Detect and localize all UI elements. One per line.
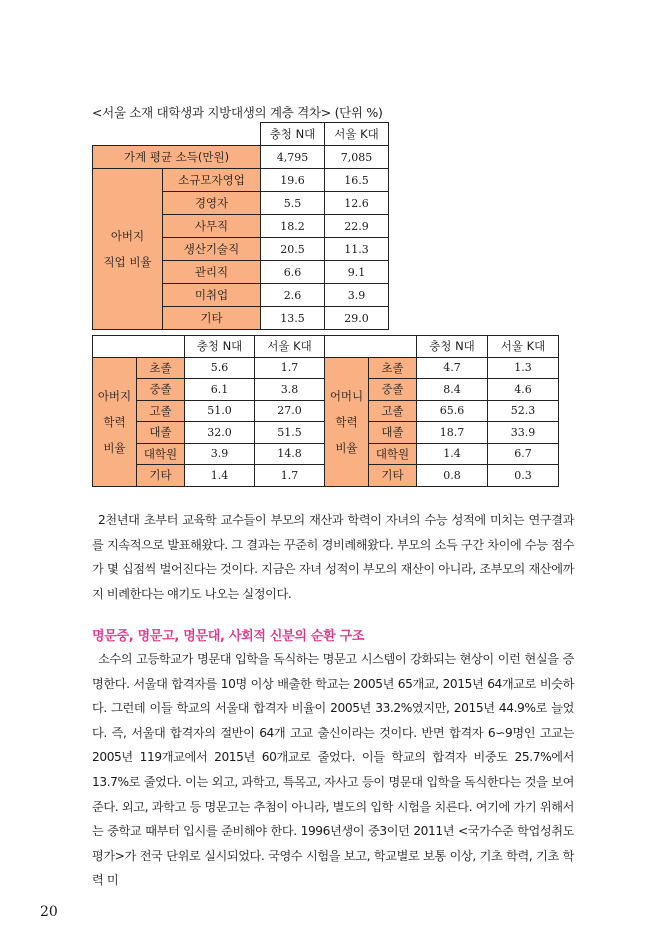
row-label: 기타 [369,465,417,487]
cell-value: 18.2 [261,215,325,238]
group-label-line3: 비율 [335,440,358,455]
column-header-a: 충청 N대 [417,336,488,358]
cell-value: 5.6 [185,357,255,379]
cell-value: 4.7 [417,357,488,379]
page-number: 20 [40,904,58,920]
cell-value: 6.1 [185,379,255,401]
row-label: 미취업 [163,284,261,307]
column-header-b: 서울 K대 [488,336,559,358]
row-label: 대졸 [369,422,417,444]
row-label: 대학원 [369,443,417,465]
table-row [93,123,389,146]
cell-value: 29.0 [325,307,389,330]
cell-value: 6.6 [261,261,325,284]
cell-value: 13.5 [261,307,325,330]
row-label: 고졸 [369,400,417,422]
row-label: 초졸 [369,357,417,379]
row-label: 관리직 [163,261,261,284]
row-label: 기타 [163,307,261,330]
row-label: 생산기술직 [163,238,261,261]
cell-value: 27.0 [255,400,325,422]
cell-value: 4.6 [488,379,559,401]
income-label: 가계 평균 소득(만원) [93,146,261,169]
row-label: 고졸 [137,400,185,422]
cell-value: 2.6 [261,284,325,307]
group-label-line1: 아버지 [97,388,132,403]
group-label-line3: 비율 [103,440,126,455]
group-label-line2: 직업 비율 [103,255,152,269]
cell-value: 3.8 [255,379,325,401]
row-label: 경영자 [163,192,261,215]
column-header-a: 충청 N대 [185,336,255,358]
column-header-b: 서울 K대 [255,336,325,358]
cell-value: 1.4 [417,443,488,465]
cell-value: 16.5 [325,169,389,192]
cell-value: 1.7 [255,357,325,379]
empty-corner-cell [93,123,261,146]
column-header-b: 서울 K대 [325,123,389,146]
cell-value: 11.3 [325,238,389,261]
cell-value: 12.6 [325,192,389,215]
group-label-line2: 학력 [103,414,126,429]
row-label: 초졸 [137,357,185,379]
education-table [92,335,559,487]
income-occupation-table [92,122,389,330]
cell-value: 6.7 [488,443,559,465]
cell-value: 0.3 [488,465,559,487]
table-row [93,357,559,379]
column-header-a: 충청 N대 [261,123,325,146]
cell-value: 51.0 [185,400,255,422]
row-label: 소규모자영업 [163,169,261,192]
table-row [93,336,559,358]
mother-education-group [325,357,369,486]
group-label-line1: 아버지 [110,229,145,243]
table-row [93,146,389,169]
empty-corner-cell [93,336,185,358]
cell-value: 0.8 [417,465,488,487]
row-label: 중졸 [369,379,417,401]
cell-value: 14.8 [255,443,325,465]
row-label: 대학원 [137,443,185,465]
cell-value: 32.0 [185,422,255,444]
row-label: 기타 [137,465,185,487]
section-heading: 명문중, 명문고, 명문대, 사회적 신분의 순환 구조 [92,629,365,644]
group-label-line2: 학력 [335,414,358,429]
cell-value: 65.6 [417,400,488,422]
cell-value: 20.5 [261,238,325,261]
body-paragraph-2: 소수의 고등학교가 명문대 입학을 독식하는 명문고 시스템이 강화되는 현상이 이런 현실을 증명한다. 서울대 합격자를 10명 이상 배출한 학교는 2005년 65개교, 2015년 64개교로 비슷하다. 그런데 이들 학교의 서울대 합격자 비율이 2005년 33.2%였지만, 2015년 44.9%로 늘었다. 즉, 서울대 합격자의 절반이 64개 고교 출신이라는 것이다. 반면 합격자 6∽9명인 고교는 2005년 119개교에서 2015년 60개교로 줄었다. 이들 학교의 합격자 비중도 25.7%에서 13.7%로 줄었다. 이는 외고, 과학고, 특목고, 자사고 등이 명문대 입학을 독식한다는 것을 보여준다. 외고, 과학고 등 명문고는 추첨이 아니라, 별도의 입학 시험을 치른다. 여기에 가기 위해서는 중학교 때부터 입시를 준비해야 한다. 1996년생이 중3이던 2011년 <국가수준 학업성취도 평가>가 전국 단위로 실시되었다. 국영수 시험을 보고, 학교별로 보통 이상, 기초 학력, 기초 학력 미 [92,652,574,888]
cell-value: 51.5 [255,422,325,444]
cell-value: 3.9 [325,284,389,307]
table-caption: <서울 소재 대학생과 지방대생의 계층 격차> (단위 %) [92,105,383,120]
cell-value: 33.9 [488,422,559,444]
cell-value: 52.3 [488,400,559,422]
father-occupation-group [93,169,163,330]
cell-value: 1.7 [255,465,325,487]
empty-corner-cell [325,336,417,358]
cell-value: 1.4 [185,465,255,487]
income-value-a: 4,795 [261,146,325,169]
body-paragraph-1: 2천년대 초부터 교육학 교수들이 부모의 재산과 학력이 자녀의 수능 성적에 미치는 연구결과를 지속적으로 발표해왔다. 그 결과는 꾸준히 경비례해왔다. 부모의 소득 구간 차이에 수능 점수가 몇 십점씩 벌어진다는 것이다. 지금은 자녀 성적이 부모의 재산이 아니라, 조부모의 재산에까지 비례한다는 얘기도 나오는 실정이다. [92,513,574,601]
cell-value: 18.7 [417,422,488,444]
row-label: 중졸 [137,379,185,401]
cell-value: 19.6 [261,169,325,192]
row-label: 사무직 [163,215,261,238]
table-row [93,169,389,192]
cell-value: 8.4 [417,379,488,401]
cell-value: 22.9 [325,215,389,238]
income-value-b: 7,085 [325,146,389,169]
cell-value: 1.3 [488,357,559,379]
group-label-line1: 어머니 [329,388,364,403]
cell-value: 3.9 [185,443,255,465]
row-label: 대졸 [137,422,185,444]
cell-value: 5.5 [261,192,325,215]
cell-value: 9.1 [325,261,389,284]
father-education-group [93,357,137,486]
